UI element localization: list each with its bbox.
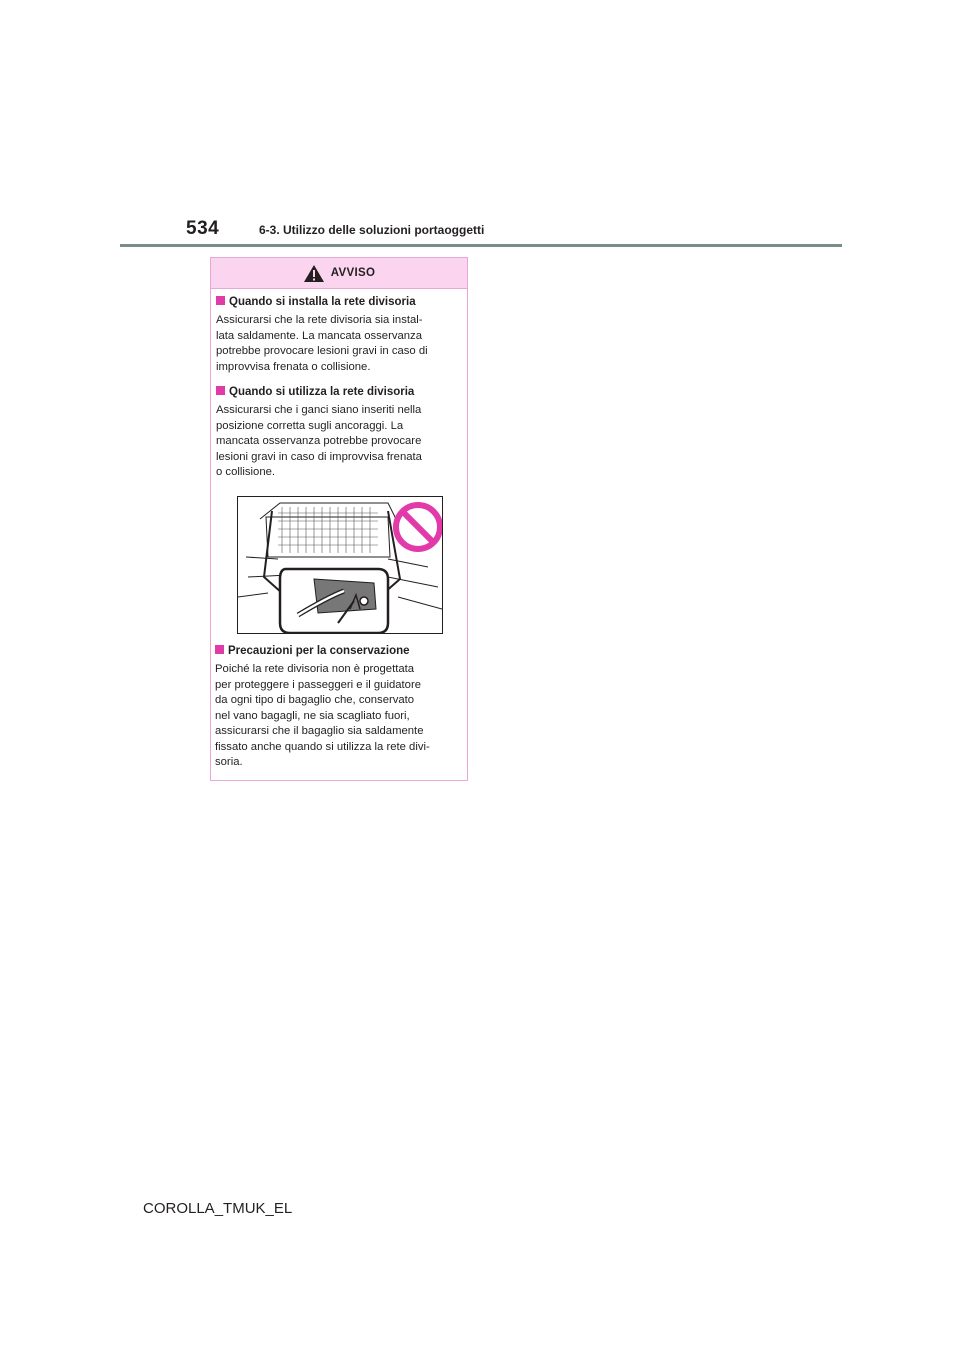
prohibited-icon (396, 505, 440, 549)
illustration-hook-anchor (237, 496, 443, 634)
item-text: Poiché la rete divisoria non è progettata per proteggere i passeggeri e il guidatore da ogni tipo di bagaglio che, conservato nel vano bagagli, ne sia scagliato fuori, assicurarsi che il bagaglio sia saldamente fissato anche quando si utilizza la rete divi- soria. (215, 663, 430, 768)
square-bullet-icon (215, 645, 224, 654)
warning-item-install (216, 295, 462, 375)
item-title-text: Precauzioni per la conservazione (228, 645, 410, 657)
item-text: Assicurarsi che la rete divisoria sia instal- lata saldamente. La mancata osservanza potrebbe provocare lesioni gravi in caso di improvvisa frenata o collisione. (216, 314, 428, 373)
warning-content (211, 289, 467, 481)
square-bullet-icon (216, 296, 225, 305)
item-title (216, 295, 462, 310)
warning-triangle-icon (303, 264, 325, 283)
square-bullet-icon (216, 386, 225, 395)
item-title (215, 644, 465, 659)
item-text: Assicurarsi che i ganci siano inseriti nella posizione corretta sugli ancoraggi. La mancata osservanza potrebbe provocare lesioni gravi in caso di improvvisa frenata o collisione. (216, 404, 422, 478)
warning-item-use (216, 385, 462, 481)
warning-label: AVVISO (330, 267, 376, 279)
header-rule (120, 244, 842, 247)
section-title: 6-3. Utilizzo delle soluzioni portaoggetti (259, 223, 485, 237)
warning-header (211, 258, 467, 289)
cargo-net-illustration (238, 497, 442, 633)
item-title-text: Quando si installa la rete divisoria (229, 296, 416, 308)
item-title-text: Quando si utilizza la rete divisoria (229, 386, 415, 398)
warning-item-storage (215, 644, 465, 781)
item-title (216, 385, 462, 400)
page-number: 534 (186, 218, 220, 239)
footer-model-code: COROLLA_TMUK_EL (143, 1200, 293, 1217)
